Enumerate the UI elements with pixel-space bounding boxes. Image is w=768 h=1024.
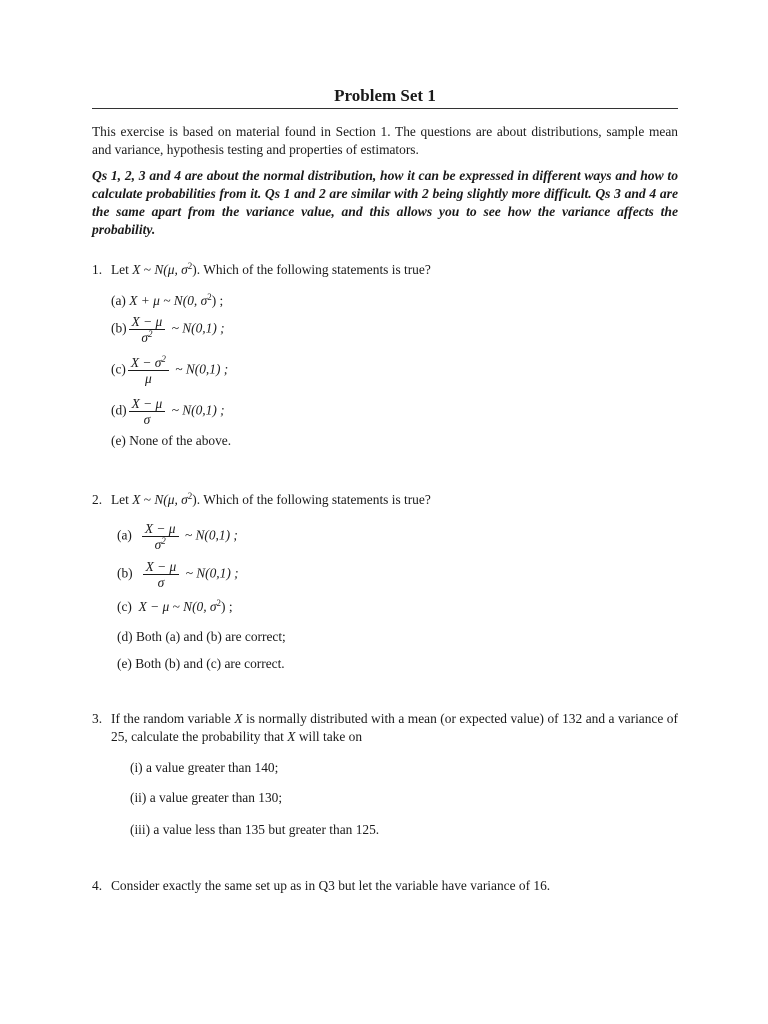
question-4	[92, 877, 678, 895]
q1-option-e: (e) None of the above.	[111, 433, 232, 448]
fraction: $\frac{X - \mu}{\sigma}$	[143, 559, 180, 590]
question-stem: Let X ~ N(μ, $\sigma^2$). Which of the following statements is true?	[111, 261, 431, 277]
q2-option-c: (c) X − μ ~ N(0, $\sigma^2$) ;	[117, 598, 233, 614]
instructions-note: Qs 1, 2, 3 and 4 are about the normal distribution, how it can be expressed in different ways and how to calculate probabilities from it. Qs 1 and 2 are similar with 2 being slightly more difficult. Qs 3 and 4 are the same apart from the variance value, and this allows you to see how the variance affects the probability.	[92, 168, 678, 237]
fraction: $\frac{X - \mu}{\sigma^2}$	[142, 521, 179, 552]
intro-paragraph: This exercise is based on material found in Section 1. The questions are about distributions, sample mean and variance, hypothesis testing and properties of estimators.	[92, 124, 678, 157]
q2-option-d: (d) Both (a) and (b) are correct;	[117, 629, 286, 644]
fraction: $\frac{X - \mu}{\sigma}$	[129, 396, 166, 427]
question-number: 4.	[92, 878, 103, 893]
fraction: $\frac{X - \mu}{\sigma^2}$	[129, 314, 166, 345]
question-2	[92, 491, 678, 509]
question-stem: Let X ~ N(μ, $\sigma^2$). Which of the following statements is true?	[111, 491, 431, 507]
q3-part-iii: (iii) a value less than 135 but greater than 125.	[130, 822, 380, 837]
q1-option-c: (c) $\frac{X - \sigma^2}{\mu}$ ~ N(0,1) ;	[111, 354, 229, 386]
question-stem: If the random variable X is normally distributed with a mean (or expected value) of 132 and a variance of 25, calculate the probability that X will take on	[111, 711, 678, 744]
fraction: $\frac{X - \sigma^2}{\mu}$	[128, 355, 169, 386]
title-rule	[92, 108, 678, 109]
q1-option-a: (a) X + μ ~ N(0, $\sigma^2$) ;	[111, 292, 224, 308]
question-number: 2.	[92, 492, 103, 507]
question-3	[92, 710, 678, 746]
question-1	[92, 261, 678, 279]
question-stem: Consider exactly the same set up as in Q3 but let the variable have variance of 16.	[111, 878, 551, 893]
q2-option-b: (b) $\frac{X - \mu}{\sigma}$ ~ N(0,1) ;	[117, 559, 239, 590]
question-number: 1.	[92, 262, 103, 277]
q1-option-d: (d) $\frac{X - \mu}{\sigma}$ ~ N(0,1) ;	[111, 396, 225, 427]
question-number: 3.	[92, 711, 103, 726]
q3-part-ii: (ii) a value greater than 130;	[130, 790, 283, 805]
page-title: Problem Set 1	[334, 86, 436, 105]
q3-part-i: (i) a value greater than 140;	[130, 760, 279, 775]
q2-option-e: (e) Both (b) and (c) are correct.	[117, 656, 285, 671]
q2-option-a: (a) $\frac{X - \mu}{\sigma^2}$ ~ N(0,1) ;	[117, 521, 238, 552]
q1-option-b: (b) $\frac{X - \mu}{\sigma^2}$ ~ N(0,1) ;	[111, 314, 225, 345]
